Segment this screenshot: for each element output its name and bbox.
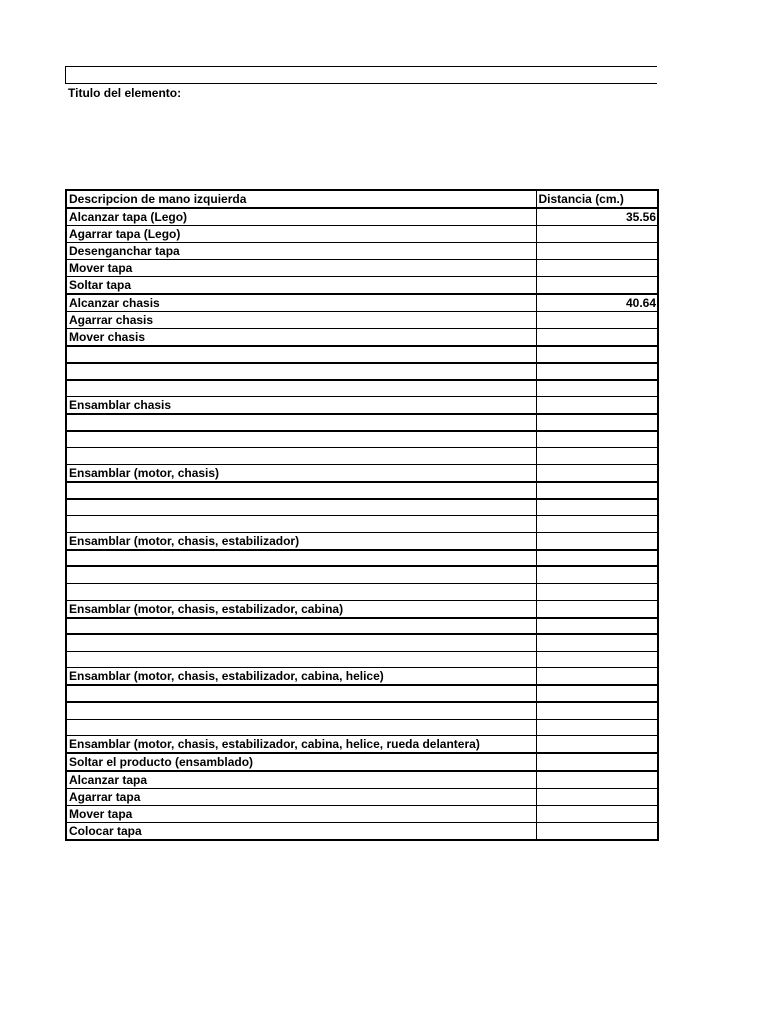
cell-description (66, 550, 536, 567)
table-row (66, 208, 658, 226)
cell-description (66, 380, 536, 397)
cell-description (66, 618, 536, 635)
cell-description (66, 634, 536, 651)
cell-distance (536, 618, 658, 635)
table-row (66, 550, 658, 567)
table-row (66, 482, 658, 499)
table-row (66, 447, 658, 464)
motion-table (65, 189, 659, 841)
table-header-row (66, 190, 658, 208)
cell-description: Alcanzar tapa (Lego) (66, 208, 536, 226)
cell-description: Alcanzar chasis (66, 294, 536, 312)
cell-description (66, 583, 536, 600)
cell-distance (536, 702, 658, 719)
table-row (66, 566, 658, 583)
cell-distance (536, 499, 658, 516)
cell-description (66, 363, 536, 380)
table-row (66, 329, 658, 347)
cell-distance (536, 414, 658, 431)
table-row (66, 600, 658, 618)
cell-distance (536, 260, 658, 277)
table-row (66, 312, 658, 329)
cell-distance (536, 431, 658, 448)
table-row (66, 618, 658, 635)
cell-description (66, 431, 536, 448)
cell-distance (536, 771, 658, 789)
cell-description: Mover chasis (66, 329, 536, 347)
cell-distance (536, 600, 658, 618)
cell-distance (536, 532, 658, 550)
table-row (66, 396, 658, 414)
column-header-distance: Distancia (cm.) (536, 190, 658, 208)
element-title-label: Titulo del elemento: (68, 86, 182, 100)
cell-distance (536, 447, 658, 464)
cell-distance (536, 464, 658, 482)
cell-distance (536, 736, 658, 754)
cell-distance (536, 634, 658, 651)
cell-description (66, 651, 536, 668)
cell-distance (536, 243, 658, 260)
cell-description: Soltar el producto (ensamblado) (66, 753, 536, 771)
cell-distance (536, 583, 658, 600)
title-bar-cell (65, 66, 657, 84)
cell-distance: 40.64 (536, 294, 658, 312)
cell-description: Ensamblar (motor, chasis, estabilizador, cabina) (66, 600, 536, 618)
cell-distance (536, 482, 658, 499)
table-row (66, 532, 658, 550)
cell-description (66, 414, 536, 431)
cell-description: Ensamblar (motor, chasis, estabilizador, cabina, helice) (66, 668, 536, 686)
table-row (66, 736, 658, 754)
table-row (66, 771, 658, 789)
cell-description: Ensamblar chasis (66, 396, 536, 414)
table-row (66, 823, 658, 841)
cell-distance (536, 550, 658, 567)
cell-description: Ensamblar (motor, chasis, estabilizador) (66, 532, 536, 550)
cell-distance (536, 651, 658, 668)
table-row (66, 753, 658, 771)
cell-description (66, 515, 536, 532)
cell-distance (536, 515, 658, 532)
table-row (66, 719, 658, 736)
cell-distance (536, 719, 658, 736)
cell-distance (536, 396, 658, 414)
cell-description (66, 346, 536, 363)
table-row (66, 515, 658, 532)
cell-distance (536, 312, 658, 329)
cell-distance (536, 363, 658, 380)
table-row (66, 380, 658, 397)
cell-description: Alcanzar tapa (66, 771, 536, 789)
cell-description: Mover tapa (66, 260, 536, 277)
cell-distance (536, 277, 658, 295)
cell-description: Soltar tapa (66, 277, 536, 295)
cell-distance (536, 685, 658, 702)
table-row (66, 431, 658, 448)
table-row (66, 464, 658, 482)
cell-distance (536, 329, 658, 347)
cell-description: Colocar tapa (66, 823, 536, 841)
table-row (66, 277, 658, 295)
cell-description (66, 482, 536, 499)
cell-distance (536, 823, 658, 841)
cell-description: Agarrar tapa (Lego) (66, 226, 536, 243)
cell-description (66, 566, 536, 583)
table-row (66, 702, 658, 719)
cell-distance (536, 806, 658, 823)
cell-description: Ensamblar (motor, chasis) (66, 464, 536, 482)
cell-distance: 35.56 (536, 208, 658, 226)
cell-description (66, 719, 536, 736)
cell-distance (536, 753, 658, 771)
table-row (66, 414, 658, 431)
table-row (66, 651, 658, 668)
table-row (66, 499, 658, 516)
table-row (66, 346, 658, 363)
table-row (66, 583, 658, 600)
table-row (66, 226, 658, 243)
cell-description: Agarrar chasis (66, 312, 536, 329)
cell-description (66, 499, 536, 516)
cell-description: Desenganchar tapa (66, 243, 536, 260)
table-row (66, 634, 658, 651)
cell-distance (536, 380, 658, 397)
table-row (66, 243, 658, 260)
cell-distance (536, 789, 658, 806)
cell-distance (536, 226, 658, 243)
table-row (66, 294, 658, 312)
cell-description: Agarrar tapa (66, 789, 536, 806)
cell-description: Ensamblar (motor, chasis, estabilizador, cabina, helice, rueda delantera) (66, 736, 536, 754)
cell-distance (536, 668, 658, 686)
cell-distance (536, 346, 658, 363)
cell-description (66, 685, 536, 702)
table-row (66, 260, 658, 277)
cell-description: Mover tapa (66, 806, 536, 823)
table-row (66, 668, 658, 686)
table-row (66, 789, 658, 806)
cell-description (66, 702, 536, 719)
cell-distance (536, 566, 658, 583)
cell-description (66, 447, 536, 464)
column-header-description: Descripcion de mano izquierda (66, 190, 536, 208)
table-row (66, 363, 658, 380)
table-row (66, 685, 658, 702)
table-row (66, 806, 658, 823)
